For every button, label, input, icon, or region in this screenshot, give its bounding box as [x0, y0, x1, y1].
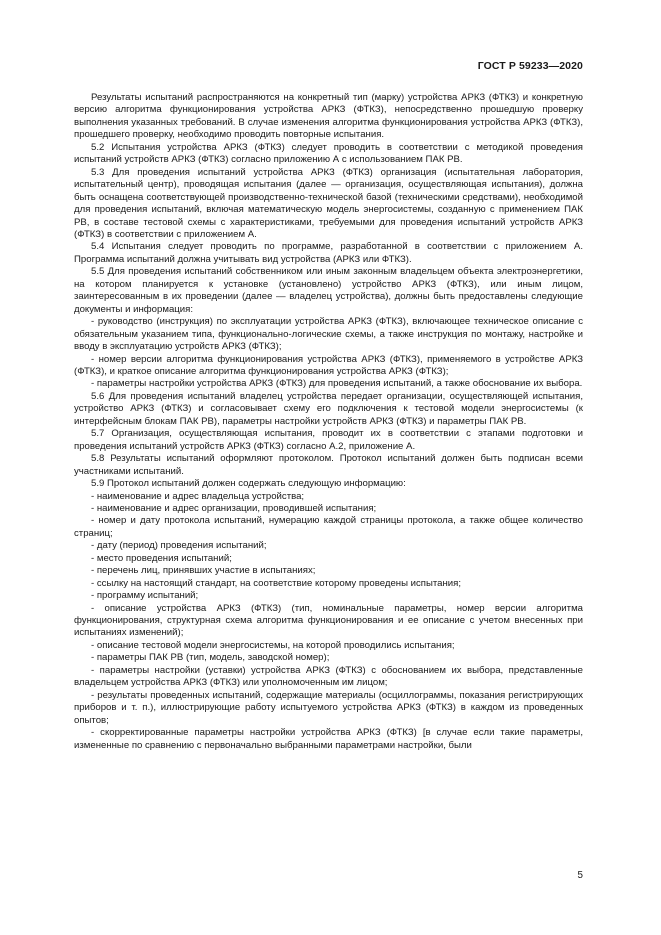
document-body [74, 92, 583, 752]
list-item: - место проведения испытаний; [91, 552, 232, 564]
list-item: - дату (период) проведения испытаний; [91, 540, 267, 552]
list-item: - скорректированные параметры настройки устройства АРКЗ (ФТКЗ) [в случае если такие параметры, измененные по сравнению с первоначально выбранными параметрами настройки, были [74, 727, 583, 751]
list-item: - описание устройства АРКЗ (ФТКЗ) (тип, номинальные параметры, номер версии алгоритма функционирования, структурная схема алгоритма функционирования и ее описание с учетом внесенных при испытаниях изменений); [74, 602, 583, 639]
list-item: - результаты проведенных испытаний, содержащие материалы (осциллограммы, показания регистрирующих приборов и т. п.), иллюстрирующие работу испытуемого устройства АРКЗ (ФТКЗ) в каждом из проведенных опытов; [74, 689, 583, 726]
paragraph: 5.9 Протокол испытаний должен содержать следующую информацию: [91, 478, 406, 490]
paragraph: 5.3 Для проведения испытаний устройства АРКЗ (ФТКЗ) организация (испытательная лаборатория, испытательный центр), проводящая испытания (далее — организация, осуществляющая испытания), должна быть оснащена соответствующей производственно-технической базой (техническими средствами), необходимой для проведения испытаний, включая математическую модель энергосистемы, созданную с применением ПАК РВ, в составе тестовой схемы с характеристиками, требуемыми для проведения испытаний устройств АРКЗ (ФТКЗ) в соответствии с приложением А. [74, 166, 583, 240]
list-item: - параметры ПАК РВ (тип, модель, заводской номер); [91, 652, 330, 664]
list-item: - параметры настройки устройства АРКЗ (ФТКЗ) для проведения испытаний, а также обоснование их выбора. [91, 378, 583, 390]
paragraph: 5.8 Результаты испытаний оформляют протоколом. Протокол испытаний должен быть подписан всеми участниками испытаний. [74, 453, 583, 477]
paragraph: 5.6 Для проведения испытаний владелец устройства передает организации, осуществляющей испытания, устройство АРКЗ (ФТКЗ) и согласовывает схему его подключения к тестовой модели энергосистемы (к интерфейсным блокам ПАК РВ), параметры настройки устройств АРКЗ (ФТКЗ) и параметры ПАК РВ. [74, 390, 583, 427]
document-code-header: ГОСТ Р 59233—2020 [477, 60, 583, 72]
paragraph: 5.5 Для проведения испытаний собственником или иным законным владельцем объекта электроэнергетики, на котором планируется к установке (установлено) устройство АРКЗ (ФТКЗ), или иным лицом, заинтересованным в их проведении (далее — владелец устройства), должны быть предоставлены следующие документы и информация: [74, 266, 583, 315]
list-item: - параметры настройки (уставки) устройства АРКЗ (ФТКЗ) с обоснованием их выбора, представленные владельцем устройства АРКЗ (ФТКЗ) или уполномоченным им лицом; [74, 664, 583, 689]
list-item: - номер и дату протокола испытаний, нумерацию каждой страницы протокола, а также общее количество страниц; [74, 515, 583, 539]
list-item: - ссылку на настоящий стандарт, на соответствие которому проведены испытания; [91, 577, 462, 589]
list-item: - программу испытаний; [91, 590, 199, 602]
list-item: - номер версии алгоритма функционирования устройства АРКЗ (ФТКЗ), применяемого в устройстве АРКЗ (ФТКЗ), и краткое описание алгоритма функционирования устройства АРКЗ (ФТКЗ); [74, 353, 583, 377]
page-number: 5 [577, 870, 583, 881]
paragraph: Результаты испытаний распространяются на конкретный тип (марку) устройства АРКЗ (ФТКЗ) и конкретную версию алгоритма функционирования устройства АРКЗ (ФТКЗ), непосредственно прошедшую проверку выполнения указанных требований. В случае изменения алгоритма функционирования устройства АРКЗ (ФТКЗ), прошедшего проверку, необходимо проводить повторные испытания. [74, 92, 583, 141]
list-item: - наименование и адрес владельца устройства; [91, 490, 305, 502]
paragraph: 5.7 Организация, осуществляющая испытания, проводит их в соответствии с этапами подготовки и проведения испытаний устройств АРКЗ (ФТКЗ) согласно А.2, приложение А. [74, 428, 583, 452]
list-item: - перечень лиц, принявших участие в испытаниях; [91, 565, 316, 577]
paragraph: 5.2 Испытания устройства АРКЗ (ФТКЗ) следует проводить в соответствии с методикой проведения испытаний устройств АРКЗ (ФТКЗ) согласно приложению А с использованием ПАК РВ. [74, 141, 583, 166]
list-item: - руководство (инструкция) по эксплуатации устройства АРКЗ (ФТКЗ), включающее техническое описание с обязательным указанием типа, функционально-логические схемы, а также инструкция по монтажу, настройке и вводу в эксплуатацию устройств АРКЗ (ФТКЗ); [74, 316, 583, 353]
list-item: - описание тестовой модели энергосистемы, на которой проводились испытания; [91, 639, 455, 651]
list-item: - наименование и адрес организации, проводившей испытания; [91, 502, 377, 514]
paragraph: 5.4 Испытания следует проводить по программе, разработанной в соответствии с приложением А. Программа испытаний должна учитывать вид устройства (АРКЗ или ФТКЗ). [74, 241, 583, 265]
